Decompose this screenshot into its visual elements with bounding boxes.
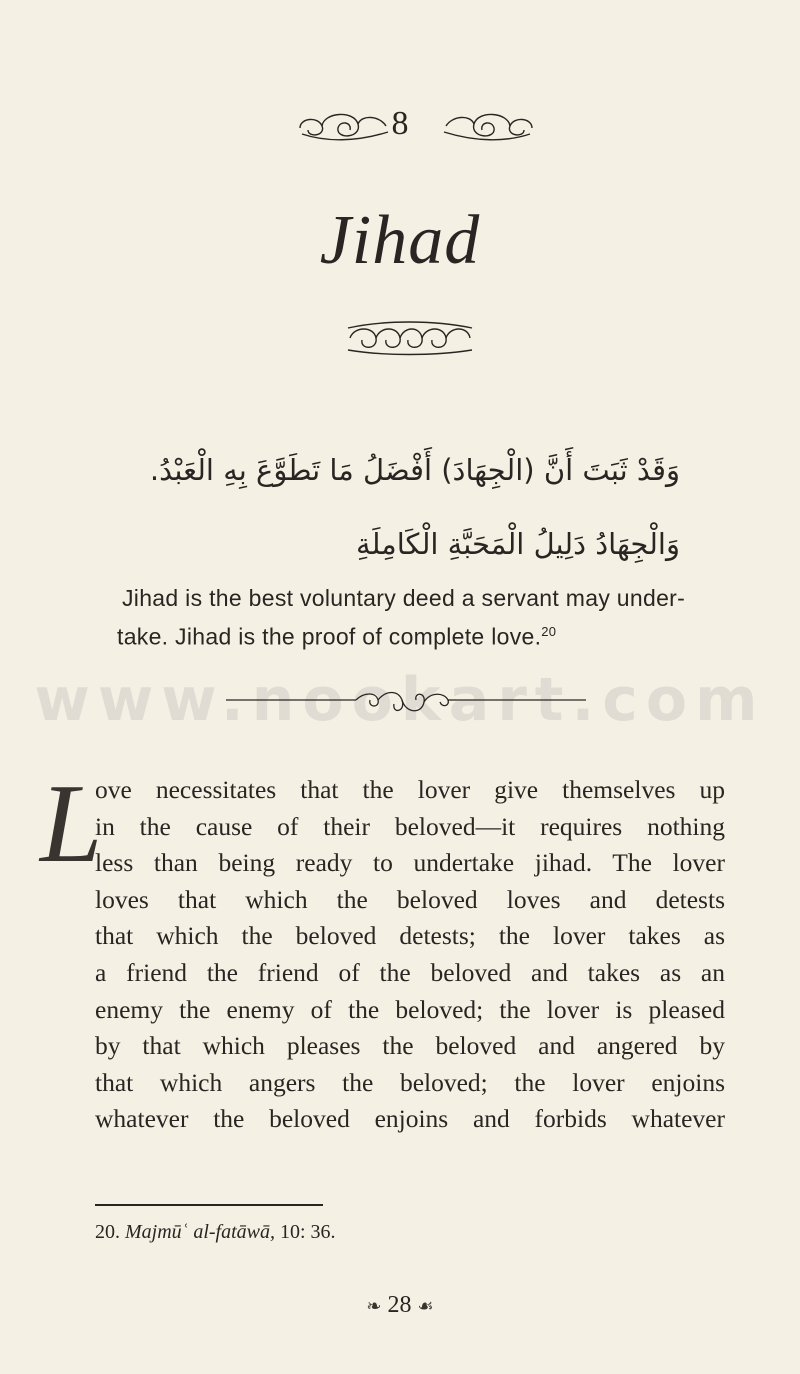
body-line: that which the beloved detests; the lover takes as (95, 921, 725, 951)
chapter-header-ornament-right (440, 106, 536, 146)
arabic-quote-line-1: وَقَدْ ثَبَتَ أَنَّ (الْجِهَادَ) أَفْضَلُ مَا تَطَوَّعَ بِهِ الْعَبْدُ. (149, 453, 680, 487)
watermark: www.nookart.com (34, 665, 766, 735)
chapter-title: Jihad (319, 202, 481, 279)
translation-line-2-text: take. Jihad is the proof of complete love. (117, 623, 542, 650)
body-line: a friend the friend of the beloved and takes as an (95, 957, 725, 987)
body-line: enemy the enemy of the beloved; the lover is pleased (95, 994, 725, 1024)
footnote-marker: 20 (541, 624, 557, 639)
body-line: that which angers the beloved; the lover enjoins (95, 1067, 725, 1097)
footnote-work: Majmūʿ al-fatāwā, (125, 1221, 275, 1243)
body-paragraph (95, 772, 725, 1138)
drop-cap: L (40, 762, 103, 886)
body-line: whatever the beloved enjoins and forbids whatever (95, 1104, 725, 1134)
title-divider-ornament (344, 318, 476, 358)
footnote-rule (95, 1204, 323, 1206)
page-number (0, 1290, 800, 1321)
page-number-ornament-left-icon: ❧ (366, 1296, 382, 1316)
body-line: less than being ready to undertake jihad. The lover (95, 848, 725, 878)
body-line: by that which pleases the beloved and angered by (95, 1031, 725, 1061)
footnote (95, 1218, 336, 1246)
page-number-ornament-right-icon: ☙ (417, 1296, 434, 1316)
arabic-quote-line-2: وَالْجِهَادُ دَلِيلُ الْمَحَبَّةِ الْكَامِلَةِ (356, 527, 680, 561)
translation-line-2 (117, 615, 707, 654)
body-line: in the cause of their beloved—it requires nothing (95, 811, 725, 841)
body-line: loves that which the beloved loves and detests (95, 884, 725, 914)
chapter-number: 8 (391, 105, 409, 142)
footnote-reference: 10: 36. (280, 1221, 336, 1243)
section-divider-flourish (226, 684, 586, 718)
footnote-number: 20. (95, 1221, 120, 1243)
body-line: ove necessitates that the lover give themselves up (95, 775, 725, 804)
page-number-value: 28 (387, 1292, 412, 1318)
translation-line-1: Jihad is the best voluntary deed a servant may under- (122, 585, 686, 611)
